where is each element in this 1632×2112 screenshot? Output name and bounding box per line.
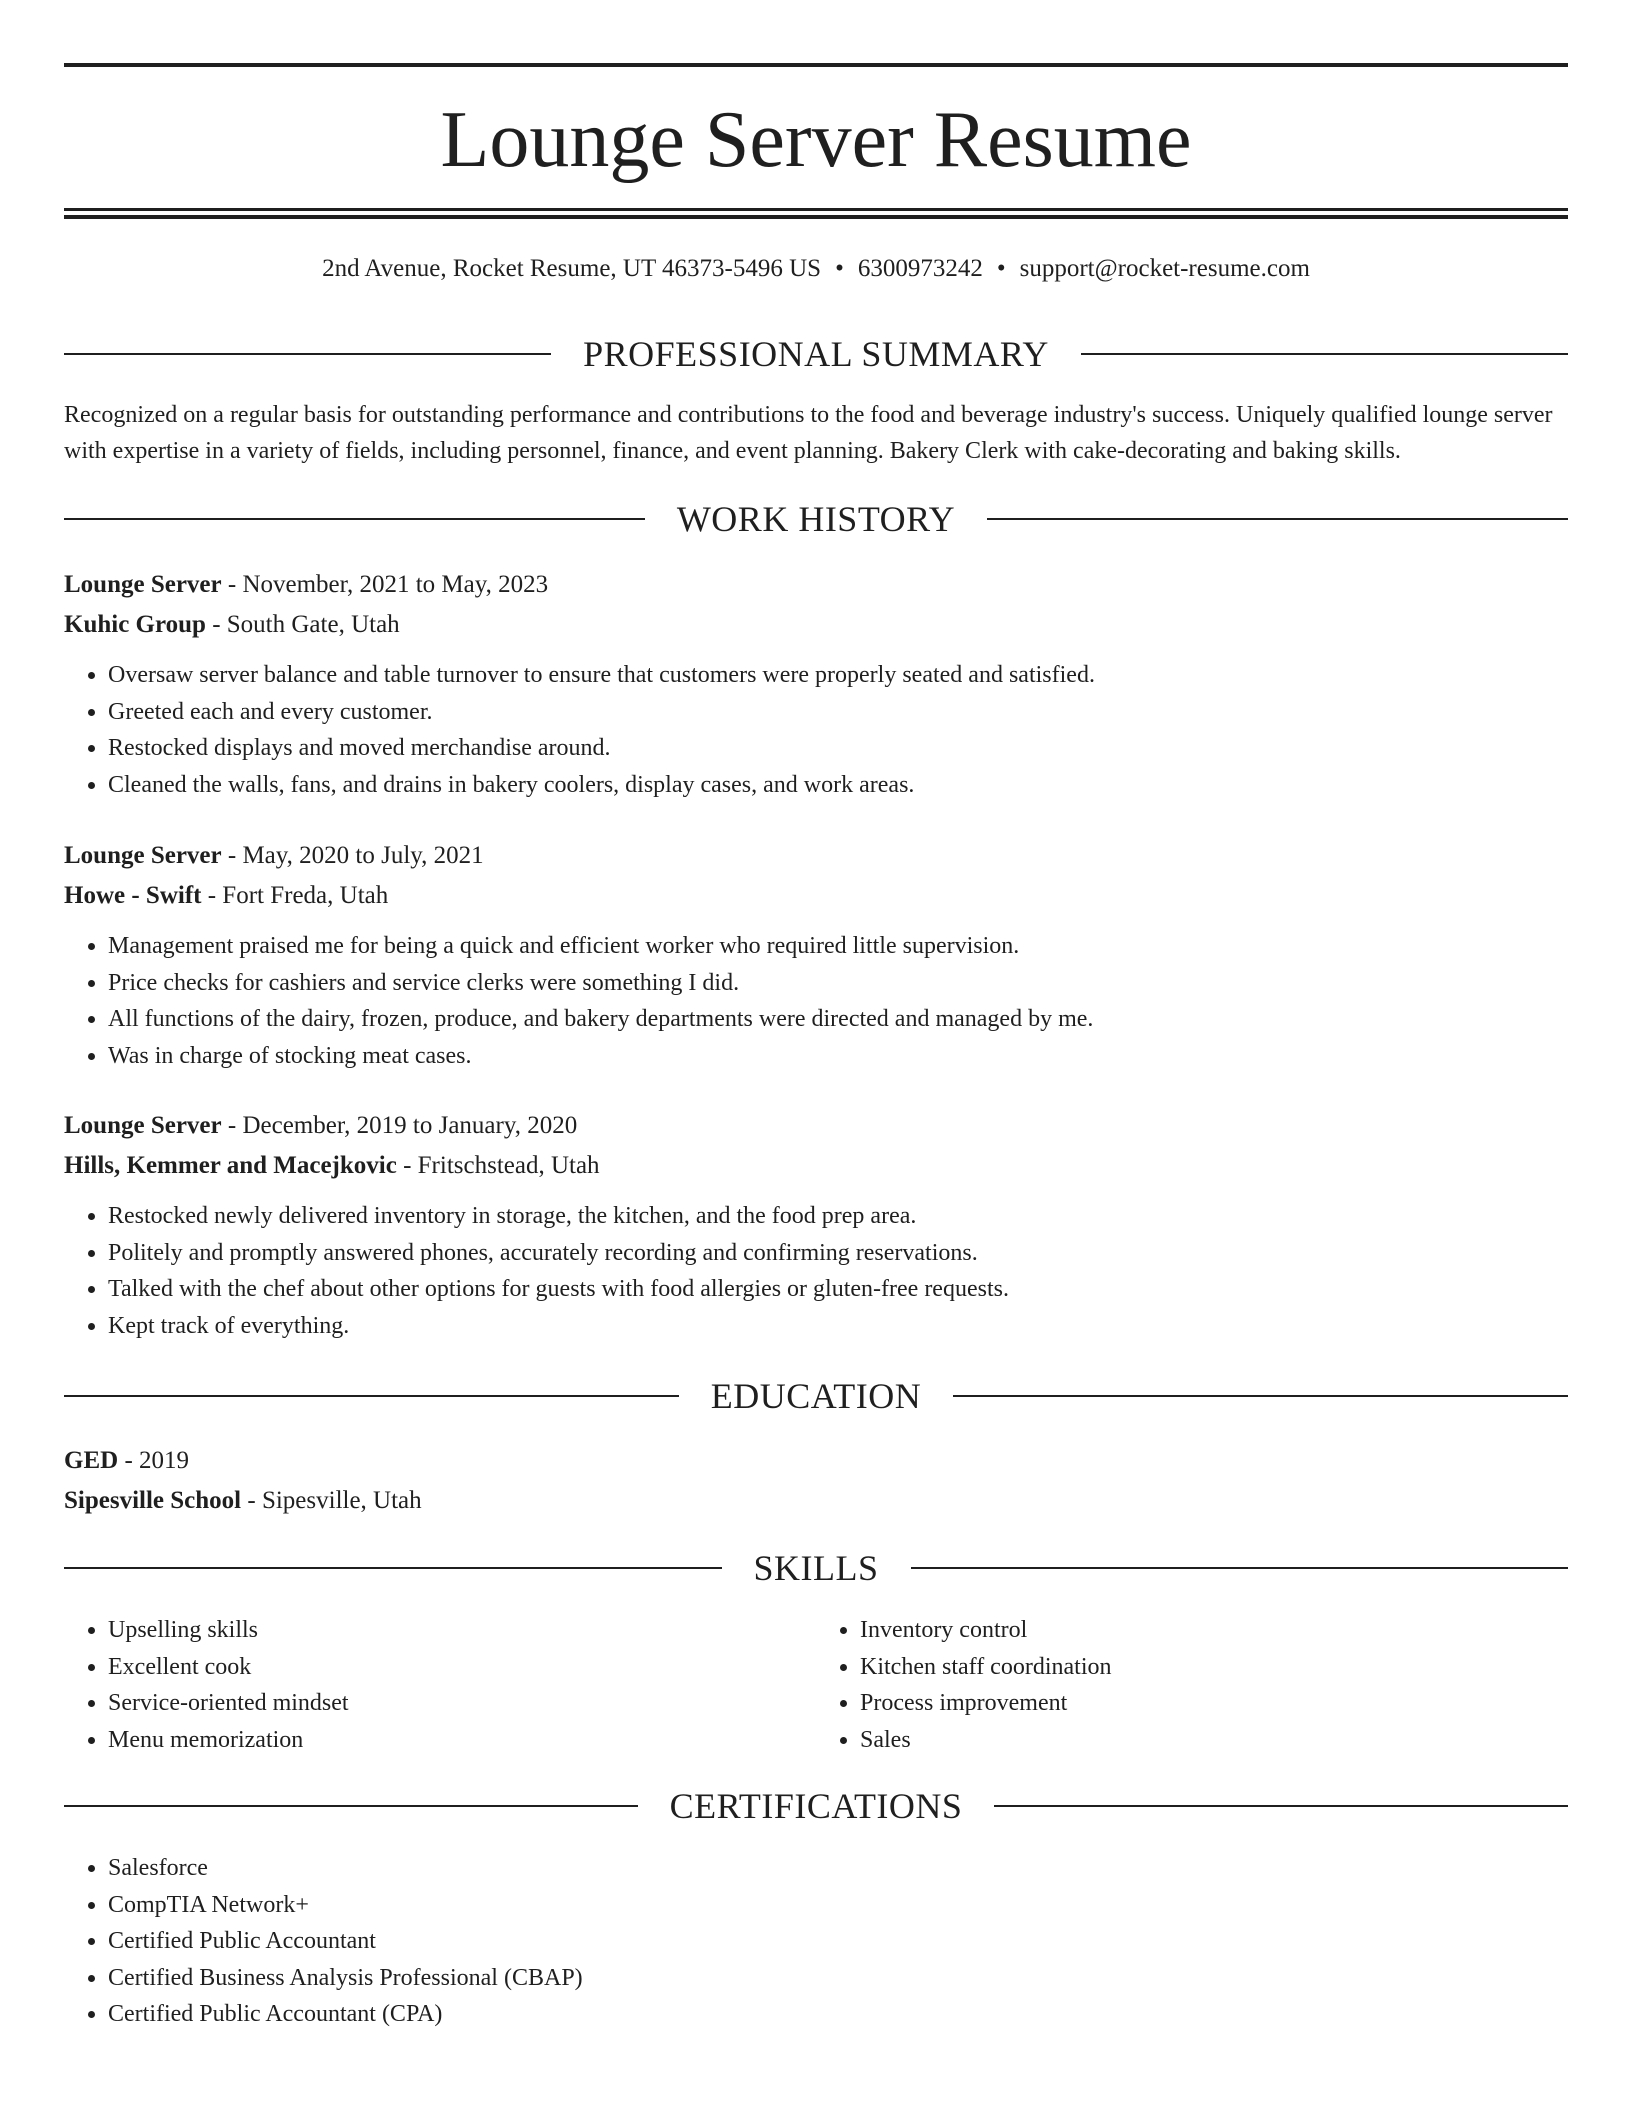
list-item: • Certified Business Analysis Professional (CBAP) bbox=[108, 1960, 1568, 1997]
job-company: Howe - Swift bbox=[64, 882, 202, 909]
education-entry bbox=[64, 1441, 1568, 1521]
list-item: • Talked with the chef about other options for guests with food allergies or gluten-free requests. bbox=[108, 1271, 1568, 1308]
contact-separator: • bbox=[835, 255, 844, 282]
heading-rule-left bbox=[64, 1567, 722, 1569]
work-heading bbox=[64, 497, 1568, 541]
skills-list bbox=[64, 1612, 1568, 1758]
job-bullets bbox=[64, 928, 1568, 1074]
list-item: • Inventory control bbox=[860, 1612, 1568, 1649]
certifications-items bbox=[64, 1850, 1568, 2033]
list-item: • Service-oriented mindset bbox=[108, 1685, 816, 1722]
list-item: • Excellent cook bbox=[108, 1649, 816, 1686]
job-company: Kuhic Group bbox=[64, 611, 206, 638]
list-item: • Was in charge of stocking meat cases. bbox=[108, 1038, 1568, 1075]
list-item: • Cleaned the walls, fans, and drains in bakery coolers, display cases, and work areas. bbox=[108, 767, 1568, 804]
heading-rule-left bbox=[64, 353, 551, 355]
education-year: - 2019 bbox=[118, 1447, 190, 1474]
contact-line bbox=[64, 252, 1568, 286]
education-school: Sipesville School bbox=[64, 1487, 242, 1514]
job-entry-3 bbox=[64, 1106, 1568, 1344]
list-item: • Upselling skills bbox=[108, 1612, 816, 1649]
list-item: • Kitchen staff coordination bbox=[860, 1649, 1568, 1686]
heading-rule-right bbox=[953, 1395, 1568, 1397]
list-item: • Certified Public Accountant (CPA) bbox=[108, 1996, 1568, 2033]
list-item: • Politely and promptly answered phones, accurately recording and confirming reservations. bbox=[108, 1235, 1568, 1272]
resume-title: Lounge Server Resume bbox=[440, 96, 1192, 184]
list-item: • Oversaw server balance and table turnover to ensure that customers were properly seated and satisfied. bbox=[108, 657, 1568, 694]
list-item: • Management praised me for being a quick and efficient worker who required little supervision. bbox=[108, 928, 1568, 965]
education-school-line bbox=[64, 1481, 1568, 1521]
contact-address: 2nd Avenue, Rocket Resume, UT 46373-5496 US bbox=[322, 255, 822, 282]
job-title-line bbox=[64, 565, 1568, 605]
skills-heading-label: SKILLS bbox=[753, 1548, 879, 1588]
list-item: • Certified Public Accountant bbox=[108, 1923, 1568, 1960]
list-item: • Sales bbox=[860, 1722, 1568, 1759]
job-title-line bbox=[64, 836, 1568, 876]
job-entry-1 bbox=[64, 565, 1568, 803]
job-location: - South Gate, Utah bbox=[205, 611, 400, 638]
job-bullets bbox=[64, 1198, 1568, 1344]
job-entry-2 bbox=[64, 836, 1568, 1074]
list-item: • CompTIA Network+ bbox=[108, 1887, 1568, 1924]
job-location: - Fort Freda, Utah bbox=[201, 882, 389, 909]
contact-separator: • bbox=[996, 255, 1006, 282]
education-degree-line bbox=[64, 1441, 1568, 1481]
skills-column-left bbox=[64, 1612, 816, 1758]
summary-text: Recognized on a regular basis for outstanding performance and contributions to the food and beverage industry's success. Uniquely qualified lounge server with expertise in a variety of fields, including personnel, finance, and event planning. Bakery Clerk with cake-decorating and baking skills. bbox=[64, 402, 1553, 464]
job-title: Lounge Server bbox=[64, 571, 222, 598]
education-location: - Sipesville, Utah bbox=[241, 1487, 422, 1514]
job-title: Lounge Server bbox=[64, 1112, 222, 1139]
heading-rule-left bbox=[64, 1805, 638, 1807]
job-bullets bbox=[64, 657, 1568, 803]
top-rule bbox=[64, 63, 1568, 67]
education-heading-label: EDUCATION bbox=[710, 1376, 922, 1416]
summary-heading bbox=[64, 332, 1568, 376]
job-company-line bbox=[64, 876, 1568, 916]
job-company-line bbox=[64, 605, 1568, 645]
job-company: Hills, Kemmer and Macejkovic bbox=[64, 1152, 397, 1179]
work-heading-label: WORK HISTORY bbox=[676, 499, 956, 539]
education-heading bbox=[64, 1374, 1568, 1418]
contact-phone[interactable]: 6300973242 bbox=[857, 255, 983, 282]
summary-heading-label: PROFESSIONAL SUMMARY bbox=[583, 334, 1049, 374]
job-title: Lounge Server bbox=[64, 842, 222, 869]
heading-rule-left bbox=[64, 1395, 679, 1397]
job-title-line bbox=[64, 1106, 1568, 1146]
heading-rule-right bbox=[987, 518, 1568, 520]
list-item: • Process improvement bbox=[860, 1685, 1568, 1722]
job-dates: - December, 2019 to January, 2020 bbox=[221, 1112, 578, 1139]
job-company-line bbox=[64, 1146, 1568, 1186]
list-item: • Restocked displays and moved merchandise around. bbox=[108, 730, 1568, 767]
heading-rule-right bbox=[911, 1567, 1569, 1569]
list-item: • Greeted each and every customer. bbox=[108, 694, 1568, 731]
list-item: • Menu memorization bbox=[108, 1722, 816, 1759]
certifications-heading bbox=[64, 1784, 1568, 1828]
heading-rule-left bbox=[64, 518, 645, 520]
certifications-heading-label: CERTIFICATIONS bbox=[669, 1786, 963, 1826]
title-double-rule bbox=[64, 208, 1568, 219]
heading-rule-right bbox=[994, 1805, 1568, 1807]
job-location: - Fritschstead, Utah bbox=[396, 1152, 600, 1179]
contact-email[interactable]: support@rocket-resume.com bbox=[1019, 255, 1310, 282]
list-item: • All functions of the dairy, frozen, produce, and bakery departments were directed and managed by me. bbox=[108, 1001, 1568, 1038]
list-item: • Salesforce bbox=[108, 1850, 1568, 1887]
skills-column-right bbox=[816, 1612, 1568, 1758]
certifications-list bbox=[64, 1850, 1568, 2033]
list-item: • Price checks for cashiers and service clerks were something I did. bbox=[108, 965, 1568, 1002]
list-item: • Restocked newly delivered inventory in storage, the kitchen, and the food prep area. bbox=[108, 1198, 1568, 1235]
education-degree: GED bbox=[64, 1447, 119, 1474]
heading-rule-right bbox=[1081, 353, 1568, 355]
list-item: • Kept track of everything. bbox=[108, 1308, 1568, 1345]
job-dates: - November, 2021 to May, 2023 bbox=[221, 571, 549, 598]
skills-heading bbox=[64, 1546, 1568, 1590]
job-dates: - May, 2020 to July, 2021 bbox=[221, 842, 484, 869]
